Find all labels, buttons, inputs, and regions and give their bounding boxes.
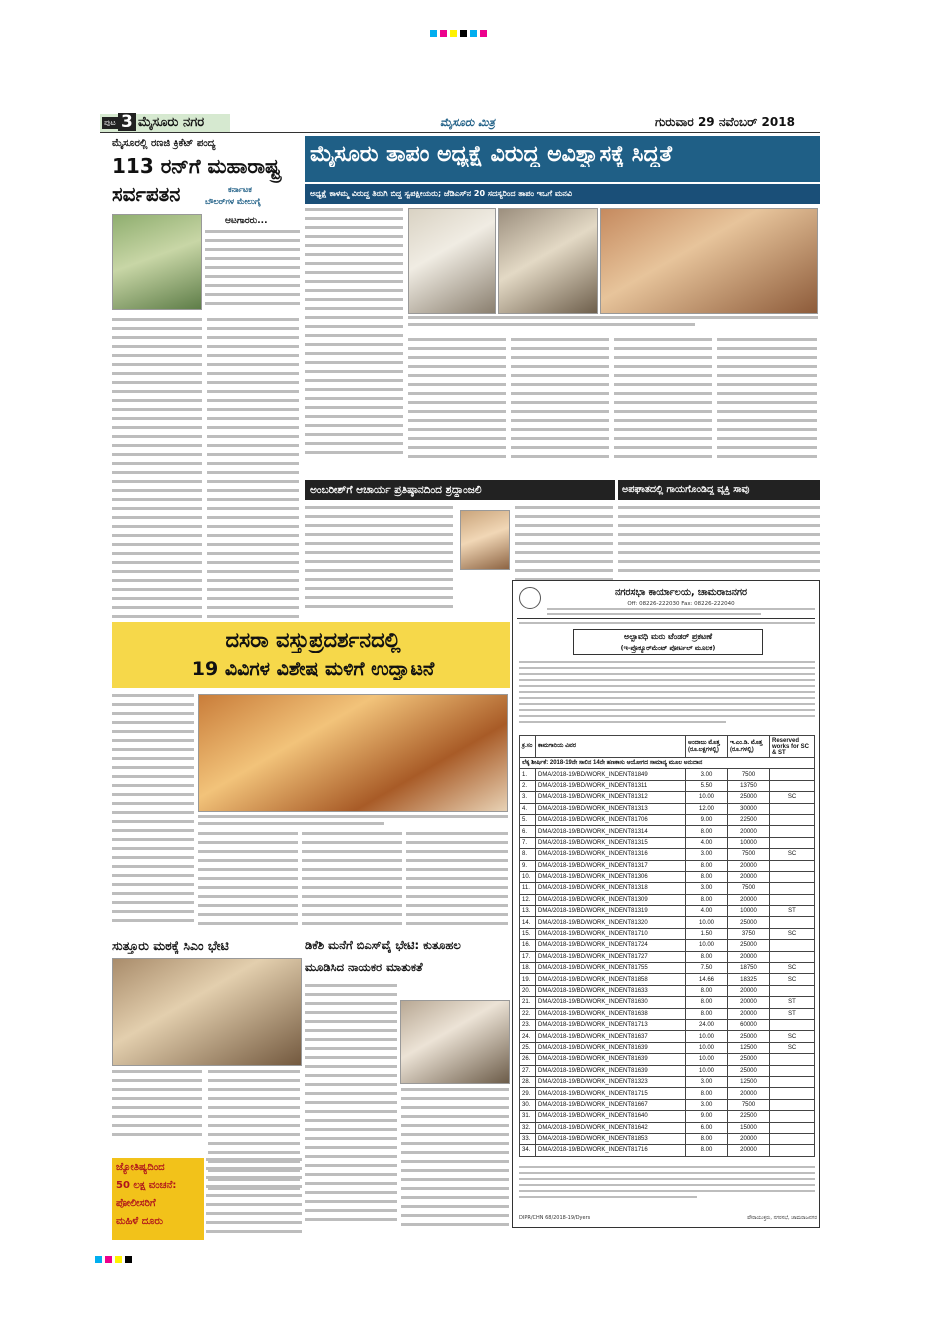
tender-notice-title: ಅಲ್ಪಾವಧಿ ಮರು ಟೆಂಡರ್ ಪ್ರಕಟಣೆ <box>623 632 713 641</box>
tender-ref-line <box>519 622 815 624</box>
dkshi-headline-line1: ಡಿಕೆಶಿ ಮನೆಗೆ ಬಿಎಸ್‌ವೈ ಭೇಟಿ: ಕುತೂಹಲ <box>305 938 461 952</box>
tender-cell-amount: 8.00 <box>686 1088 728 1099</box>
tender-cell-work: DMA/2018-19/BD/WORK_INDENT81311 <box>536 780 686 791</box>
tender-row <box>520 1008 815 1019</box>
tender-cell-emd: 25000 <box>728 940 770 951</box>
registration-strip-bottom <box>95 1248 825 1256</box>
tender-cell-amount: 8.00 <box>686 997 728 1008</box>
tender-cell-reserved: SC <box>770 1042 815 1053</box>
tender-cell-no: 13. <box>520 906 536 917</box>
tender-cell-no: 7. <box>520 837 536 848</box>
tender-cell-no: 3. <box>520 792 536 803</box>
col-header-amount: ಅಂದಾಜು ಮೊತ್ತ (ರೂ.ಲಕ್ಷಗಳಲ್ಲಿ) <box>686 736 728 758</box>
tender-cell-reserved: SC <box>770 963 815 974</box>
tender-cell-emd: 60000 <box>728 1019 770 1030</box>
accident-headline: ಅಪಘಾತದಲ್ಲಿ ಗಾಯಗೊಂಡಿದ್ದ ವ್ಯಕ್ತಿ ಸಾವು <box>622 484 750 495</box>
suttur-headline: ಸುತ್ತೂರು ಮಠಕ್ಕೆ ಸಿಎಂ ಭೇಟಿ <box>112 938 229 953</box>
tender-cell-amount: 7.50 <box>686 963 728 974</box>
dasara-headline-line2: 19 ವಿವಿಗಳ ವಿಶೇಷ ಮಳಿಗೆ ಉದ್ಘಾಟನೆ <box>191 658 435 680</box>
tender-row <box>520 871 815 882</box>
tender-cell-work: DMA/2018-19/BD/WORK_INDENT81323 <box>536 1076 686 1087</box>
tender-row <box>520 1099 815 1110</box>
tender-cell-work: DMA/2018-19/BD/WORK_INDENT81313 <box>536 803 686 814</box>
header-rule <box>100 132 820 133</box>
tender-cell-emd: 7500 <box>728 1099 770 1110</box>
tender-contact: Off: 08226-222030 Fax: 08226-222040 <box>627 601 735 607</box>
tender-cell-amount: 10.00 <box>686 1065 728 1076</box>
tender-cell-no: 14. <box>520 917 536 928</box>
tender-row <box>520 1031 815 1042</box>
tender-cell-emd: 20000 <box>728 871 770 882</box>
tender-cell-work: DMA/2018-19/BD/WORK_INDENT81858 <box>536 974 686 985</box>
tender-row <box>520 894 815 905</box>
tender-cell-amount: 9.00 <box>686 814 728 825</box>
tender-row <box>520 1122 815 1133</box>
col-header-reserved: Reserved works for SC & ST <box>770 736 815 758</box>
tender-cell-emd: 3750 <box>728 928 770 939</box>
tender-cell-reserved <box>770 1145 815 1156</box>
tender-cell-work: DMA/2018-19/BD/WORK_INDENT81306 <box>536 871 686 882</box>
tender-cell-reserved <box>770 826 815 837</box>
tender-cell-work: DMA/2018-19/BD/WORK_INDENT81633 <box>536 985 686 996</box>
tender-row <box>520 1133 815 1144</box>
tender-cell-amount: 4.00 <box>686 837 728 848</box>
tender-cell-reserved <box>770 814 815 825</box>
tender-cell-amount: 8.00 <box>686 1145 728 1156</box>
dkshi-headline-line2: ಮೂಡಿಸಿದ ನಾಯಕರ ಮಾತುಕತೆ <box>305 960 423 974</box>
tender-row <box>520 814 815 825</box>
tender-cell-emd: 22500 <box>728 1111 770 1122</box>
tender-intro-text <box>519 661 815 733</box>
teaser-line2: 50 ಲಕ್ಷ ವಂಚನೆ: <box>116 1180 177 1191</box>
tender-row <box>520 974 815 985</box>
tender-cell-no: 1. <box>520 769 536 780</box>
tender-cell-work: DMA/2018-19/BD/WORK_INDENT81724 <box>536 940 686 951</box>
tender-cell-amount: 8.00 <box>686 1008 728 1019</box>
tender-cell-no: 8. <box>520 849 536 860</box>
tender-cell-work: DMA/2018-19/BD/WORK_INDENT81667 <box>536 1099 686 1110</box>
tender-cell-work: DMA/2018-19/BD/WORK_INDENT81716 <box>536 1145 686 1156</box>
col-header-no: ಕ್ರ.ಸಂ <box>520 736 536 758</box>
tender-cell-no: 29. <box>520 1088 536 1099</box>
tender-cell-no: 24. <box>520 1031 536 1042</box>
tender-cell-emd: 12500 <box>728 1042 770 1053</box>
tender-cell-work: DMA/2018-19/BD/WORK_INDENT81312 <box>536 792 686 803</box>
tender-cell-work: DMA/2018-19/BD/WORK_INDENT81639 <box>536 1042 686 1053</box>
tender-table-header <box>520 736 815 758</box>
tender-table <box>519 735 815 1157</box>
registration-strip-top <box>430 22 520 30</box>
tender-cell-work: DMA/2018-19/BD/WORK_INDENT81630 <box>536 997 686 1008</box>
tender-cell-emd: 18325 <box>728 974 770 985</box>
tender-cell-no: 6. <box>520 826 536 837</box>
tender-row <box>520 849 815 860</box>
tender-cell-amount: 8.00 <box>686 860 728 871</box>
tender-cell-reserved <box>770 780 815 791</box>
tender-cell-amount: 6.00 <box>686 1122 728 1133</box>
tender-cell-reserved <box>770 1019 815 1030</box>
tender-cell-amount: 5.50 <box>686 780 728 791</box>
tender-cell-emd: 20000 <box>728 1008 770 1019</box>
tender-cell-no: 4. <box>520 803 536 814</box>
tender-cell-amount: 8.00 <box>686 894 728 905</box>
teaser-line4: ಮಹಿಳೆ ದೂರು <box>116 1216 164 1227</box>
tender-cell-reserved <box>770 1076 815 1087</box>
tender-row <box>520 1076 815 1087</box>
tender-notice-subtitle: (ಇ-ಪ್ರೊಕ್ಯೂರ್‌ಮೆಂಟ್ ಪೋರ್ಟಲ್ ಮೂಲಕ) <box>620 644 716 652</box>
tender-cell-reserved <box>770 860 815 871</box>
cricket-photo <box>112 214 202 310</box>
tender-footer-text <box>519 1166 815 1206</box>
tender-footer-code: DIPR/CHN 68/2018-19/Dyers <box>519 1215 591 1221</box>
tender-cell-reserved: ST <box>770 906 815 917</box>
page-label: ಪುಟ <box>104 118 116 127</box>
tender-cell-work: DMA/2018-19/BD/WORK_INDENT81642 <box>536 1122 686 1133</box>
tender-cell-work: DMA/2018-19/BD/WORK_INDENT81639 <box>536 1054 686 1065</box>
cricket-kicker: ಮೈಸೂರಲ್ಲಿ ರಣಜಿ ಕ್ರಿಕೆಟ್ ಪಂದ್ಯ <box>112 138 216 149</box>
tender-row <box>520 826 815 837</box>
tender-contact-lines <box>547 608 815 618</box>
tender-table-wrap <box>519 735 815 1157</box>
tender-cell-no: 12. <box>520 894 536 905</box>
tender-cell-emd: 20000 <box>728 894 770 905</box>
tender-cell-amount: 8.00 <box>686 951 728 962</box>
tender-cell-emd: 25000 <box>728 1031 770 1042</box>
tender-row <box>520 985 815 996</box>
tender-rule-1 <box>517 618 815 619</box>
tender-cell-emd: 10000 <box>728 906 770 917</box>
page-date: ಗುರುವಾರ 29 ನವೆಂಬರ್ 2018 <box>655 115 795 129</box>
tender-row <box>520 1111 815 1122</box>
section-title: ಮೈಸೂರು ನಗರ <box>138 115 205 130</box>
tender-cell-amount: 8.00 <box>686 826 728 837</box>
tender-cell-no: 15. <box>520 928 536 939</box>
tender-cell-reserved: ST <box>770 1008 815 1019</box>
cricket-headline-line1: 113 ರನ್‌ಗೆ ಮಹಾರಾಷ್ಟ್ರ <box>112 154 281 178</box>
tender-cell-amount: 3.00 <box>686 769 728 780</box>
tender-row <box>520 997 815 1008</box>
tender-row <box>520 883 815 894</box>
tender-cell-no: 20. <box>520 985 536 996</box>
tender-notice <box>512 580 820 1228</box>
tender-cell-no: 11. <box>520 883 536 894</box>
tender-cell-no: 30. <box>520 1099 536 1110</box>
tender-cell-amount: 3.00 <box>686 883 728 894</box>
tender-cell-no: 17. <box>520 951 536 962</box>
tender-cell-amount: 4.00 <box>686 906 728 917</box>
tender-cell-no: 22. <box>520 1008 536 1019</box>
tender-cell-amount: 3.00 <box>686 1099 728 1110</box>
tender-cell-emd: 13750 <box>728 780 770 791</box>
tender-cell-emd: 20000 <box>728 860 770 871</box>
main-body-columns <box>305 208 820 478</box>
tender-cell-emd: 15000 <box>728 1122 770 1133</box>
tender-cell-work: DMA/2018-19/BD/WORK_INDENT81639 <box>536 1065 686 1076</box>
tender-row <box>520 951 815 962</box>
tender-cell-emd: 20000 <box>728 1145 770 1156</box>
tender-cell-reserved: SC <box>770 849 815 860</box>
sub-headline: ಅಧ್ಯಕ್ಷೆ ಕಾಳಮ್ಮ ವಿರುದ್ಧ ತಿರುಗಿ ಬಿದ್ದ ಸ್ವಪಕ್ಷೀಯರು; ಜೆಡಿಎಸ್‌ನ 20 ಸದಸ್ಯರಿಂದ ತಾಪಂ ಇಒಗೆ ಮನವಿ <box>310 189 573 198</box>
dasara-body <box>112 694 510 934</box>
tender-cell-work: DMA/2018-19/BD/WORK_INDENT81706 <box>536 814 686 825</box>
tender-cell-no: 5. <box>520 814 536 825</box>
tender-cell-amount: 10.00 <box>686 940 728 951</box>
tender-cell-work: DMA/2018-19/BD/WORK_INDENT81314 <box>536 826 686 837</box>
teaser-body <box>206 1158 302 1240</box>
page-header <box>100 112 820 132</box>
dkshi-body <box>305 984 510 1234</box>
tender-cell-work: DMA/2018-19/BD/WORK_INDENT81715 <box>536 1088 686 1099</box>
tender-cell-emd: 7500 <box>728 883 770 894</box>
tender-cell-amount: 8.00 <box>686 871 728 882</box>
accident-body <box>618 506 820 576</box>
players-heading: ಆಟಗಾರರು... <box>225 216 268 226</box>
tender-cell-reserved <box>770 1122 815 1133</box>
tender-cell-work: DMA/2018-19/BD/WORK_INDENT81755 <box>536 963 686 974</box>
tender-cell-no: 19. <box>520 974 536 985</box>
tender-row <box>520 780 815 791</box>
tender-office: ನಗರಸಭಾ ಕಾರ್ಯಾಲಯ, ಚಾಮರಾಜನಗರ <box>614 587 748 598</box>
tender-cell-reserved <box>770 769 815 780</box>
dasara-headline-line1: ದಸರಾ ವಸ್ತುಪ್ರದರ್ಶನದಲ್ಲಿ <box>225 628 401 652</box>
tender-cell-reserved <box>770 1088 815 1099</box>
tender-row <box>520 1042 815 1053</box>
cricket-sidebox-line1: ಕರ್ನಾಟಕ <box>228 185 252 194</box>
tender-cell-amount: 10.00 <box>686 917 728 928</box>
page-number: 3 <box>118 113 136 131</box>
tender-cell-amount: 10.00 <box>686 792 728 803</box>
tender-cell-reserved <box>770 951 815 962</box>
cricket-body-columns <box>112 318 302 668</box>
tender-cell-emd: 20000 <box>728 826 770 837</box>
tender-cell-work: DMA/2018-19/BD/WORK_INDENT81319 <box>536 906 686 917</box>
tender-cell-emd: 7500 <box>728 849 770 860</box>
tender-cell-work: DMA/2018-19/BD/WORK_INDENT81849 <box>536 769 686 780</box>
tender-cell-emd: 25000 <box>728 1065 770 1076</box>
tender-cell-emd: 7500 <box>728 769 770 780</box>
tender-cell-work: DMA/2018-19/BD/WORK_INDENT81853 <box>536 1133 686 1144</box>
tender-cell-work: DMA/2018-19/BD/WORK_INDENT81309 <box>536 894 686 905</box>
tender-cell-amount: 24.00 <box>686 1019 728 1030</box>
col-header-emd: ಇ.ಎಂ.ಡಿ. ಮೊತ್ತ (ರೂ.ಗಳಲ್ಲಿ) <box>728 736 770 758</box>
tender-cell-emd: 20000 <box>728 1133 770 1144</box>
masthead: ಮೈಸೂರು ಮಿತ್ರ <box>440 116 495 129</box>
tender-cell-reserved <box>770 1111 815 1122</box>
tender-cell-amount: 14.66 <box>686 974 728 985</box>
tender-cell-no: 9. <box>520 860 536 871</box>
tender-row <box>520 769 815 780</box>
tender-cell-reserved <box>770 1065 815 1076</box>
suttur-photo <box>112 958 302 1066</box>
tender-cell-work: DMA/2018-19/BD/WORK_INDENT81713 <box>536 1019 686 1030</box>
tender-cell-amount: 8.00 <box>686 1133 728 1144</box>
tender-cell-work: DMA/2018-19/BD/WORK_INDENT81318 <box>536 883 686 894</box>
tender-row <box>520 1054 815 1065</box>
tender-cell-emd: 25000 <box>728 792 770 803</box>
tender-cell-work: DMA/2018-19/BD/WORK_INDENT81637 <box>536 1031 686 1042</box>
tender-cell-emd: 25000 <box>728 1054 770 1065</box>
tender-cell-emd: 18750 <box>728 963 770 974</box>
tender-cell-reserved: SC <box>770 792 815 803</box>
tender-row <box>520 963 815 974</box>
teaser-line1: ಜ್ಯೋತಿಷ್ಯದಿಂದ <box>116 1162 165 1173</box>
tender-cell-no: 32. <box>520 1122 536 1133</box>
tender-row <box>520 837 815 848</box>
cricket-body-text <box>205 230 300 310</box>
tender-cell-no: 16. <box>520 940 536 951</box>
tender-cell-amount: 1.50 <box>686 928 728 939</box>
tender-row <box>520 928 815 939</box>
tender-row <box>520 906 815 917</box>
tender-cell-amount: 12.00 <box>686 803 728 814</box>
tender-signature: ಪೌರಾಯುಕ್ತರು, ನಗರಸಭೆ, ಚಾಮರಾಜನಗರ <box>747 1215 817 1221</box>
tender-cell-reserved <box>770 894 815 905</box>
tender-cell-no: 10. <box>520 871 536 882</box>
tender-cell-no: 33. <box>520 1133 536 1144</box>
tender-cell-reserved <box>770 883 815 894</box>
tender-cell-emd: 12500 <box>728 1076 770 1087</box>
teaser-line3: ಪೋಲೀಸರಿಗೆ <box>116 1198 156 1209</box>
cricket-sidebox-line2: ಬೌಲರ್‌ಗಳ ಮೇಲುಗೈ <box>205 197 261 206</box>
tender-cell-no: 2. <box>520 780 536 791</box>
tender-cell-no: 21. <box>520 997 536 1008</box>
tender-row <box>520 1065 815 1076</box>
tender-cell-reserved <box>770 940 815 951</box>
tender-cell-amount: 10.00 <box>686 1031 728 1042</box>
tender-cell-reserved: ST <box>770 997 815 1008</box>
tender-cell-work: DMA/2018-19/BD/WORK_INDENT81727 <box>536 951 686 962</box>
tender-cell-amount: 10.00 <box>686 1042 728 1053</box>
tender-cell-emd: 20000 <box>728 985 770 996</box>
tender-cell-no: 26. <box>520 1054 536 1065</box>
tender-cell-reserved <box>770 803 815 814</box>
tender-cell-work: DMA/2018-19/BD/WORK_INDENT81317 <box>536 860 686 871</box>
tender-cell-work: DMA/2018-19/BD/WORK_INDENT81316 <box>536 849 686 860</box>
tender-cell-emd: 25000 <box>728 917 770 928</box>
tender-cell-no: 18. <box>520 963 536 974</box>
cricket-headline-line2: ಸರ್ವಪತನ <box>112 182 181 206</box>
tender-cell-no: 31. <box>520 1111 536 1122</box>
tender-cell-amount: 10.00 <box>686 1054 728 1065</box>
tender-cell-emd: 20000 <box>728 951 770 962</box>
tender-cell-reserved: SC <box>770 974 815 985</box>
tender-cell-emd: 20000 <box>728 997 770 1008</box>
tender-cell-work: DMA/2018-19/BD/WORK_INDENT81638 <box>536 1008 686 1019</box>
tender-cell-work: DMA/2018-19/BD/WORK_INDENT81640 <box>536 1111 686 1122</box>
tender-cell-reserved <box>770 1099 815 1110</box>
tender-row <box>520 792 815 803</box>
tender-cell-amount: 9.00 <box>686 1111 728 1122</box>
tender-row <box>520 1019 815 1030</box>
tender-cell-amount: 3.00 <box>686 849 728 860</box>
tender-cell-reserved <box>770 1133 815 1144</box>
tender-cell-reserved <box>770 871 815 882</box>
tender-cell-reserved: SC <box>770 928 815 939</box>
tender-cell-work: DMA/2018-19/BD/WORK_INDENT81315 <box>536 837 686 848</box>
tender-cell-no: 25. <box>520 1042 536 1053</box>
tender-cell-no: 23. <box>520 1019 536 1030</box>
tender-cell-no: 34. <box>520 1145 536 1156</box>
tender-cell-reserved <box>770 985 815 996</box>
tender-emblem <box>519 587 541 609</box>
tender-cell-emd: 20000 <box>728 1088 770 1099</box>
tender-cell-amount: 3.00 <box>686 1076 728 1087</box>
tender-row <box>520 1145 815 1156</box>
tender-cell-emd: 10000 <box>728 837 770 848</box>
tender-row <box>520 1088 815 1099</box>
ambarish-headline: ಅಂಬರೀಶ್‌ಗೆ ಆಚಾರ್ಯ ಪ್ರತಿಷ್ಠಾನದಿಂದ ಶ್ರದ್ಧಾಂಜಲಿ <box>310 484 482 496</box>
tender-section-label: ಲೆಕ್ಕ ಶೀರ್ಷಿಕೆ: 2018-19ನೇ ಸಾಲಿನ 14ನೇ ಹಣಕಾಸು ಆಯೋಗದ ಸಾಮಾನ್ಯ ಮೂಲ ಅನುದಾನ <box>520 758 815 769</box>
col-header-work: ಕಾಮಗಾರಿಯ ವಿವರ <box>536 736 686 758</box>
tender-section-row <box>520 758 815 769</box>
tender-cell-reserved: SC <box>770 1031 815 1042</box>
main-headline: ಮೈಸೂರು ತಾಪಂ ಅಧ್ಯಕ್ಷೆ ವಿರುದ್ಧ ಅವಿಶ್ವಾಸಕ್ಕೆ ಸಿದ್ಧತೆ <box>310 142 672 167</box>
tender-cell-no: 28. <box>520 1076 536 1087</box>
tender-cell-amount: 8.00 <box>686 985 728 996</box>
tender-row <box>520 860 815 871</box>
tender-cell-work: DMA/2018-19/BD/WORK_INDENT81320 <box>536 917 686 928</box>
tender-cell-reserved <box>770 917 815 928</box>
tender-cell-work: DMA/2018-19/BD/WORK_INDENT81710 <box>536 928 686 939</box>
tender-row <box>520 803 815 814</box>
tender-row <box>520 940 815 951</box>
tender-cell-emd: 30000 <box>728 803 770 814</box>
tender-cell-no: 27. <box>520 1065 536 1076</box>
tender-cell-reserved <box>770 1054 815 1065</box>
tender-row <box>520 917 815 928</box>
tender-cell-emd: 22500 <box>728 814 770 825</box>
tender-cell-reserved <box>770 837 815 848</box>
